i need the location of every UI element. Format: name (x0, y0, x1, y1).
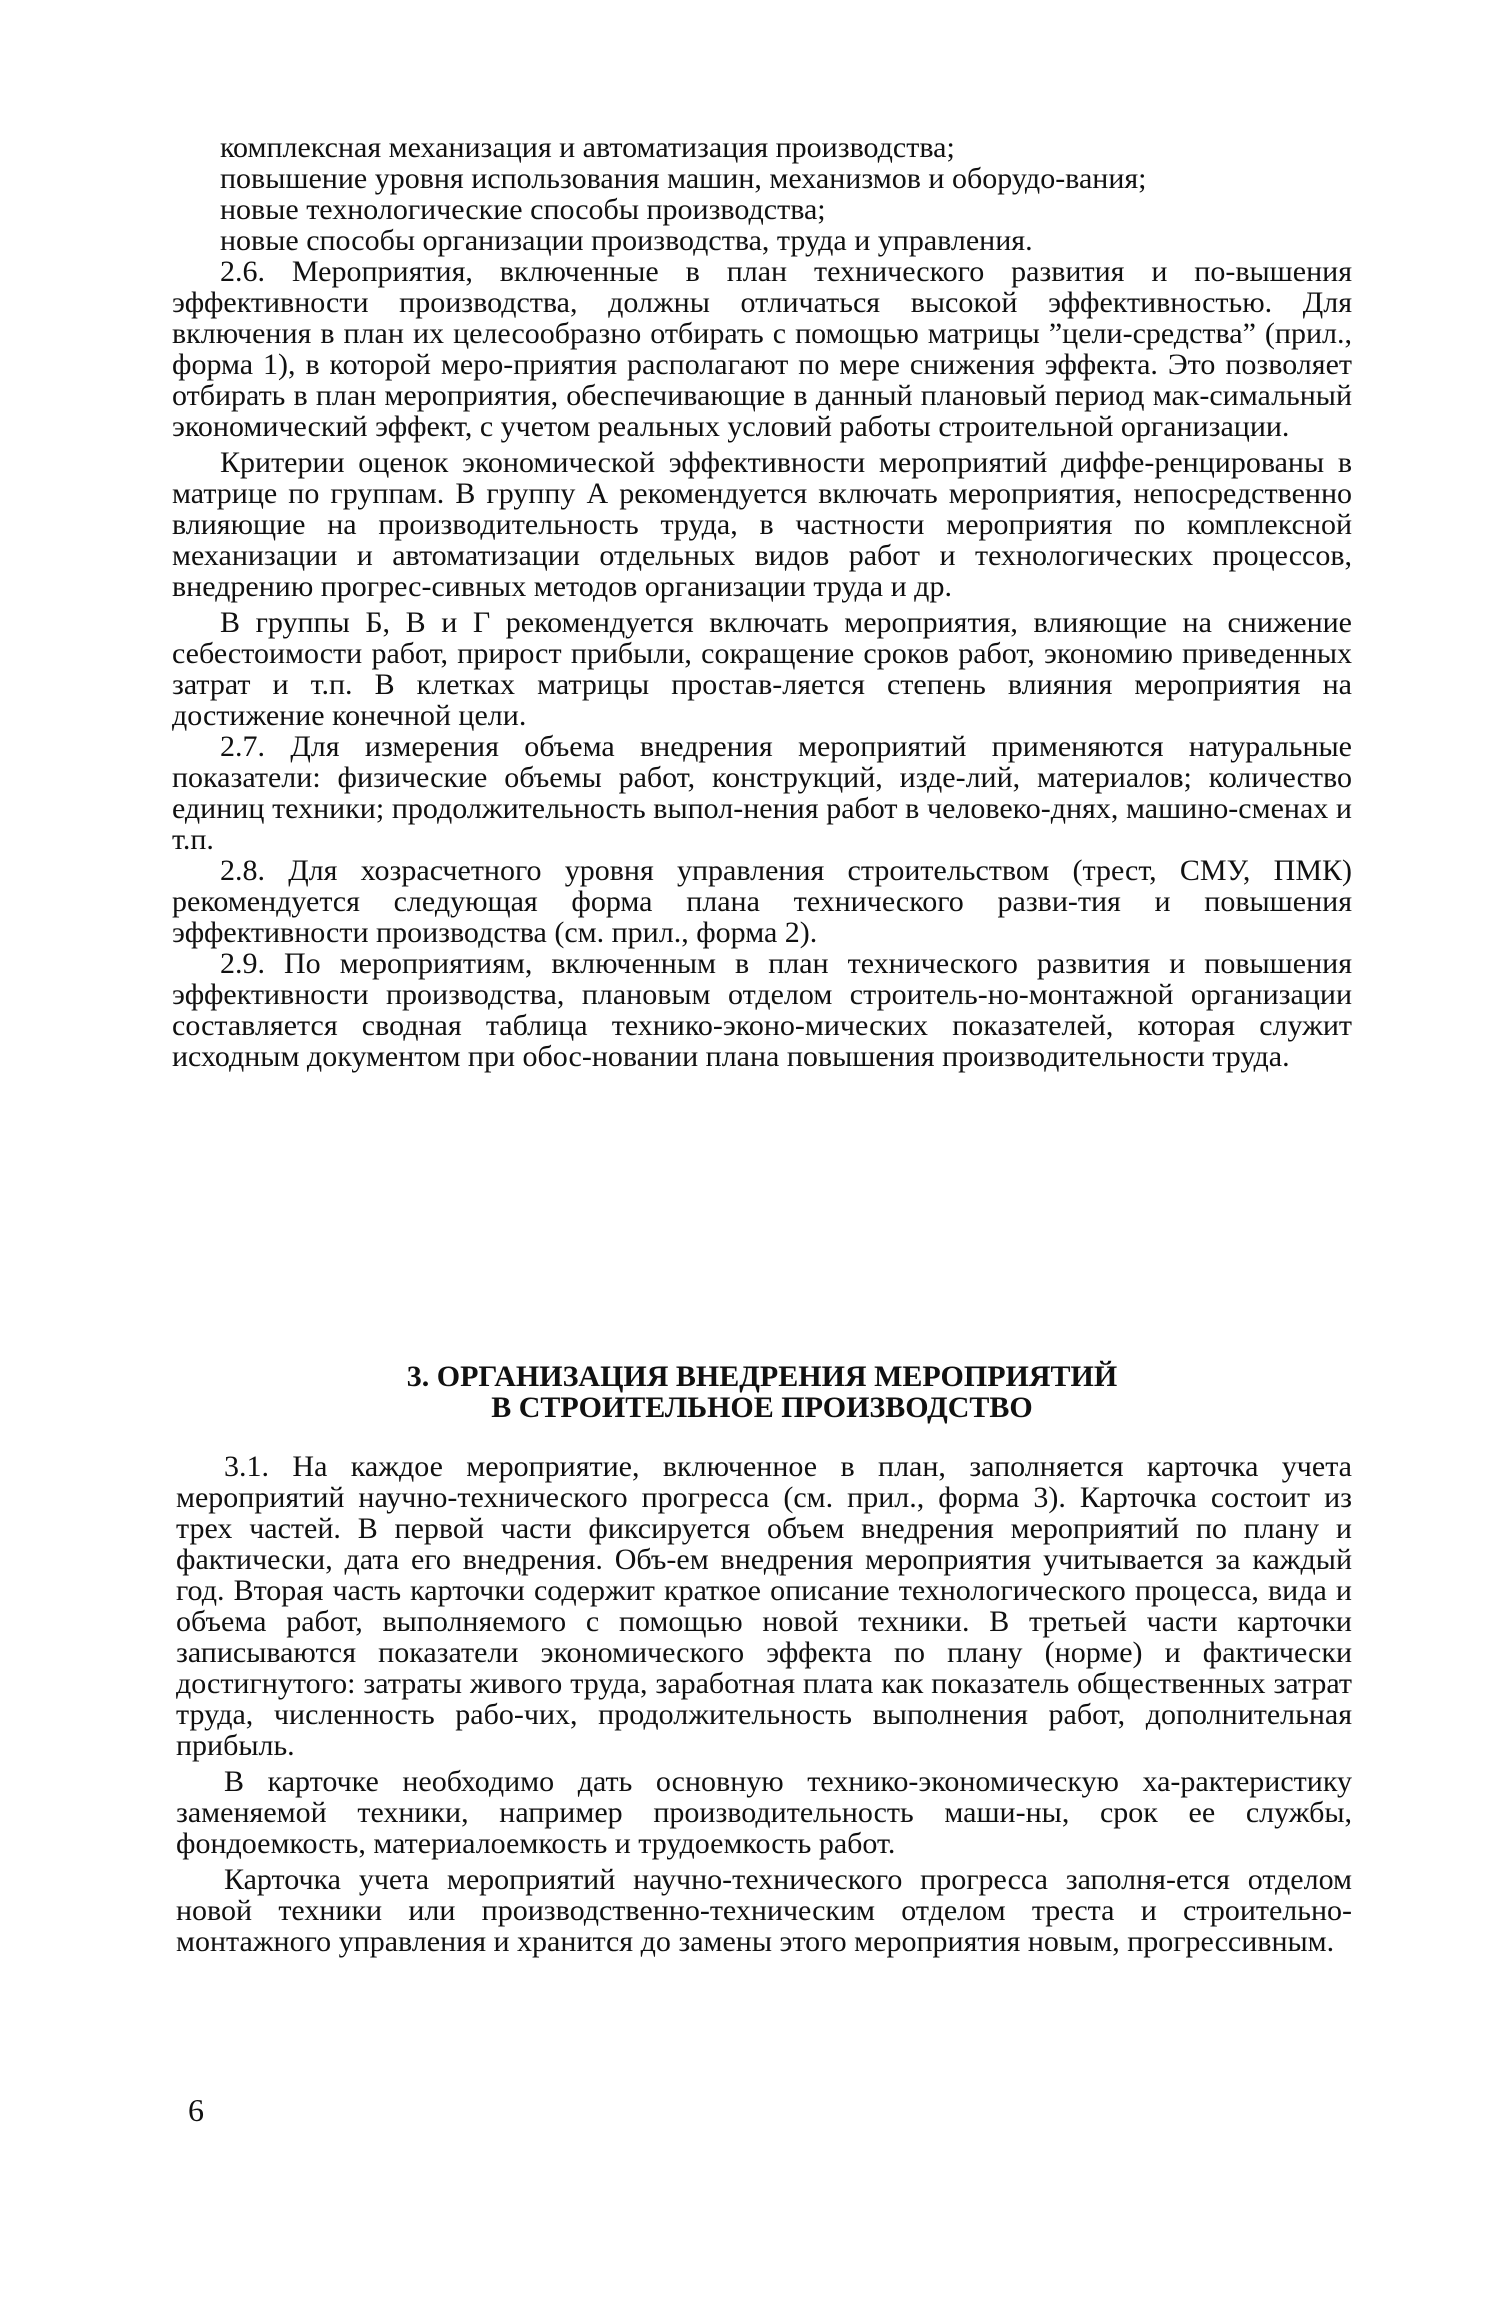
heading-line: В СТРОИТЕЛЬНОЕ ПРОИЗВОДСТВО (491, 1391, 1033, 1424)
paragraph-3-1: 3.1. На каждое мероприятие, включенное в план, заполняется карточка учета мероприятий научно-технического прогресса (см. прил., форма 3). Карточка состоит из трех частей. В первой части фиксируется объем внедрения мероприятий по плану и фактически, дата его внедрения. Объ-ем внедрения мероприятия учитывается за каждый год. Вторая часть карточки содержит краткое описание технологического процесса, вида и объема работ, выполняемого с помощью новой техники. В третьей части карточки записываются показатели экономического эффекта по плану (норме) и фактически достигнутого: затраты живого труда, заработная плата как показатель общественных затрат труда, численность рабо-чих, продолжительность выполнения работ, дополнительная прибыль. (176, 1450, 1352, 1762)
paragraph-2-7: 2.7. Для измерения объема внедрения мероприятий применяются натуральные показатели: физические объемы работ, конструкций, изде-лий, материалов; количество единиц техники; продолжительность выпол-нения работ в человеко-днях, машино-сменах и т.п. (172, 730, 1352, 856)
list-item: новые способы организации производства, труда и управления. (220, 224, 1033, 257)
heading-line: 3. ОРГАНИЗАЦИЯ ВНЕДРЕНИЯ МЕРОПРИЯТИЙ (406, 1360, 1118, 1393)
list-item: комплексная механизация и автоматизация производства; (220, 131, 955, 164)
paragraph-2-6: 2.6. Мероприятия, включенные в план технического развития и по-вышения эффективности производства, должны отличаться высокой эффективностью. Для включения в план их целесообразно отбирать с помощью матрицы ”цели-средства” (прил., форма 1), в которой меро-приятия располагают по мере снижения эффекта. Это позволяет отбирать в план мероприятия, обеспечивающие в данный плановый период мак-симальный экономический эффект, с учетом реальных условий работы строительной организации. (172, 255, 1352, 443)
list-item: новые технологические способы производства; (220, 193, 826, 226)
paragraph-groups: В группы Б, В и Г рекомендуется включать мероприятия, влияющие на снижение себестоимости работ, прирост прибыли, сокращение сроков работ, экономию приведенных затрат и т.п. В клетках матрицы простав-ляется степень влияния мероприятия на достижение конечной цели. (172, 606, 1352, 732)
paragraph-2-9: 2.9. По мероприятиям, включенным в план технического развития и повышения эффективности производства, плановым отделом строитель-но-монтажной организации составляется сводная таблица технико-эконо-мических показателей, которая служит исходным документом при обос-новании плана повышения производительности труда. (172, 947, 1352, 1073)
paragraph-2-8: 2.8. Для хозрасчетного уровня управления строительством (трест, СМУ, ПМК) рекомендуется следующая форма плана технического разви-тия и повышения эффективности производства (см. прил., форма 2). (172, 854, 1352, 949)
paragraph-card-characteristics: В карточке необходимо дать основную технико-экономическую ха-рактеристику заменяемой техники, например производительность маши-ны, срок ее службы, фондоемкость, материалоемкость и трудоемкость работ. (176, 1765, 1352, 1860)
list-item: повышение уровня использования машин, механизмов и оборудо-вания; (220, 162, 1147, 195)
section-3-heading (172, 1361, 1352, 1423)
page-number: 6 (188, 2092, 204, 2128)
section-2-text (172, 132, 1352, 1072)
paragraph-card-filling: Карточка учета мероприятий научно-технического прогресса заполня-ется отделом новой техники или производственно-техническим отделом треста и строительно-монтажного управления и хранится до замены этого мероприятия новым, прогрессивным. (176, 1863, 1352, 1958)
section-3-text (176, 1451, 1352, 1957)
paragraph-criteria: Критерии оценок экономической эффективности мероприятий диффе-ренцированы в матрице по группам. В группу А рекомендуется включать мероприятия, непосредственно влияющие на производительность труда, в частности мероприятия по комплексной механизации и автоматизации отдельных видов работ и технологических процессов, внедрению прогрес-сивных методов организации труда и др. (172, 446, 1352, 603)
